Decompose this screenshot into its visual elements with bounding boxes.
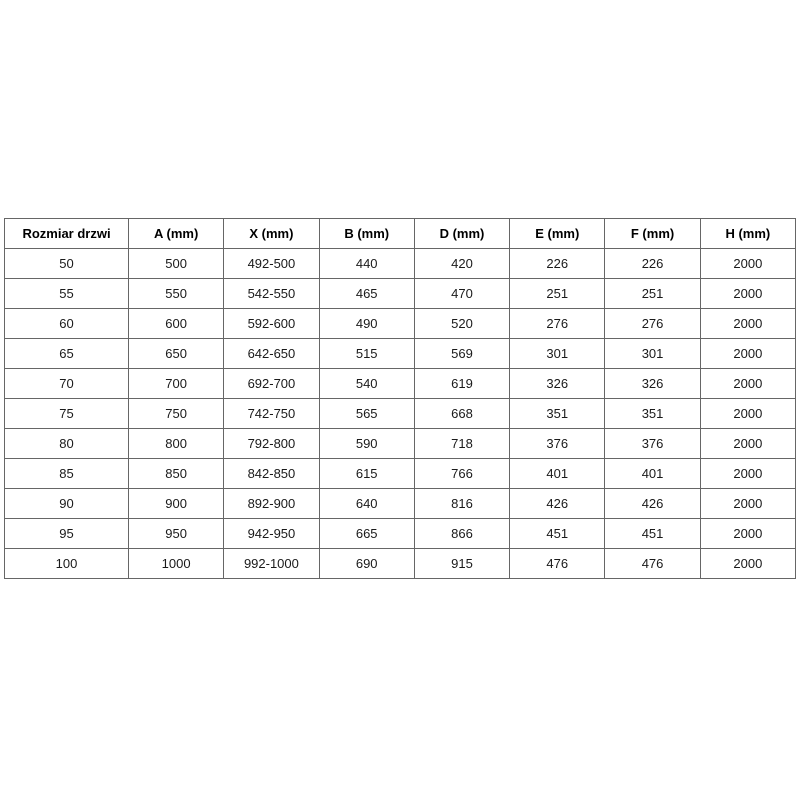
column-header-e-mm: E (mm) <box>510 219 605 249</box>
table-cell: 569 <box>414 339 509 369</box>
table-cell: 401 <box>510 459 605 489</box>
table-cell: 276 <box>605 309 700 339</box>
table-cell: 376 <box>605 429 700 459</box>
table-cell: 470 <box>414 279 509 309</box>
table-cell: 2000 <box>700 429 795 459</box>
table-cell: 842-850 <box>224 459 319 489</box>
table-cell: 376 <box>510 429 605 459</box>
table-cell: 2000 <box>700 489 795 519</box>
table-cell: 451 <box>605 519 700 549</box>
table-cell: 766 <box>414 459 509 489</box>
table-cell: 80 <box>5 429 129 459</box>
table-cell: 226 <box>605 249 700 279</box>
table-cell: 2000 <box>700 369 795 399</box>
table-cell: 85 <box>5 459 129 489</box>
table-row <box>5 369 796 399</box>
table-cell: 2000 <box>700 399 795 429</box>
table-row <box>5 519 796 549</box>
table-cell: 950 <box>129 519 224 549</box>
column-header-h-mm: H (mm) <box>700 219 795 249</box>
column-header-x-mm: X (mm) <box>224 219 319 249</box>
table-cell: 492-500 <box>224 249 319 279</box>
table-cell: 226 <box>510 249 605 279</box>
table-cell: 542-550 <box>224 279 319 309</box>
table-cell: 642-650 <box>224 339 319 369</box>
table-cell: 2000 <box>700 279 795 309</box>
table-cell: 565 <box>319 399 414 429</box>
table-cell: 420 <box>414 249 509 279</box>
table-row <box>5 459 796 489</box>
table-cell: 476 <box>605 549 700 579</box>
table-cell: 942-950 <box>224 519 319 549</box>
table-row <box>5 249 796 279</box>
table-cell: 75 <box>5 399 129 429</box>
table-cell: 900 <box>129 489 224 519</box>
door-size-table <box>4 218 796 579</box>
table-row <box>5 489 796 519</box>
table-cell: 326 <box>605 369 700 399</box>
table-cell: 70 <box>5 369 129 399</box>
table-cell: 650 <box>129 339 224 369</box>
table-cell: 451 <box>510 519 605 549</box>
table-cell: 550 <box>129 279 224 309</box>
table-cell: 816 <box>414 489 509 519</box>
table-cell: 351 <box>605 399 700 429</box>
table-cell: 640 <box>319 489 414 519</box>
table-cell: 792-800 <box>224 429 319 459</box>
table-cell: 800 <box>129 429 224 459</box>
table-cell: 426 <box>510 489 605 519</box>
table-cell: 440 <box>319 249 414 279</box>
table-cell: 60 <box>5 309 129 339</box>
table-cell: 1000 <box>129 549 224 579</box>
table-row <box>5 399 796 429</box>
table-body <box>5 249 796 579</box>
table-cell: 750 <box>129 399 224 429</box>
table-cell: 850 <box>129 459 224 489</box>
table-cell: 615 <box>319 459 414 489</box>
table-cell: 465 <box>319 279 414 309</box>
table-cell: 600 <box>129 309 224 339</box>
table-cell: 401 <box>605 459 700 489</box>
table-cell: 915 <box>414 549 509 579</box>
column-header-rozmiar-drzwi: Rozmiar drzwi <box>5 219 129 249</box>
table-cell: 668 <box>414 399 509 429</box>
table-cell: 619 <box>414 369 509 399</box>
table-cell: 992-1000 <box>224 549 319 579</box>
table-cell: 700 <box>129 369 224 399</box>
column-header-a-mm: A (mm) <box>129 219 224 249</box>
table-cell: 50 <box>5 249 129 279</box>
table-cell: 590 <box>319 429 414 459</box>
table-cell: 500 <box>129 249 224 279</box>
column-header-f-mm: F (mm) <box>605 219 700 249</box>
table-cell: 95 <box>5 519 129 549</box>
column-header-d-mm: D (mm) <box>414 219 509 249</box>
table-cell: 2000 <box>700 339 795 369</box>
table-cell: 2000 <box>700 549 795 579</box>
table-cell: 592-600 <box>224 309 319 339</box>
table-cell: 100 <box>5 549 129 579</box>
table-header <box>5 219 796 249</box>
table-cell: 520 <box>414 309 509 339</box>
table-cell: 540 <box>319 369 414 399</box>
table-cell: 90 <box>5 489 129 519</box>
table-row <box>5 309 796 339</box>
table-cell: 692-700 <box>224 369 319 399</box>
table-row <box>5 549 796 579</box>
table-cell: 718 <box>414 429 509 459</box>
table-cell: 351 <box>510 399 605 429</box>
table-cell: 490 <box>319 309 414 339</box>
table-cell: 326 <box>510 369 605 399</box>
table-cell: 892-900 <box>224 489 319 519</box>
table-cell: 276 <box>510 309 605 339</box>
table-cell: 515 <box>319 339 414 369</box>
table-row <box>5 279 796 309</box>
table-cell: 301 <box>510 339 605 369</box>
table-cell: 301 <box>605 339 700 369</box>
table-cell: 426 <box>605 489 700 519</box>
table-cell: 2000 <box>700 459 795 489</box>
table-cell: 742-750 <box>224 399 319 429</box>
table-cell: 2000 <box>700 309 795 339</box>
table-row <box>5 339 796 369</box>
table-cell: 55 <box>5 279 129 309</box>
size-table-container <box>4 218 796 579</box>
header-row <box>5 219 796 249</box>
table-cell: 665 <box>319 519 414 549</box>
table-cell: 251 <box>510 279 605 309</box>
table-cell: 2000 <box>700 519 795 549</box>
table-cell: 866 <box>414 519 509 549</box>
table-cell: 476 <box>510 549 605 579</box>
table-cell: 2000 <box>700 249 795 279</box>
table-cell: 690 <box>319 549 414 579</box>
column-header-b-mm: B (mm) <box>319 219 414 249</box>
table-cell: 251 <box>605 279 700 309</box>
table-row <box>5 429 796 459</box>
table-cell: 65 <box>5 339 129 369</box>
